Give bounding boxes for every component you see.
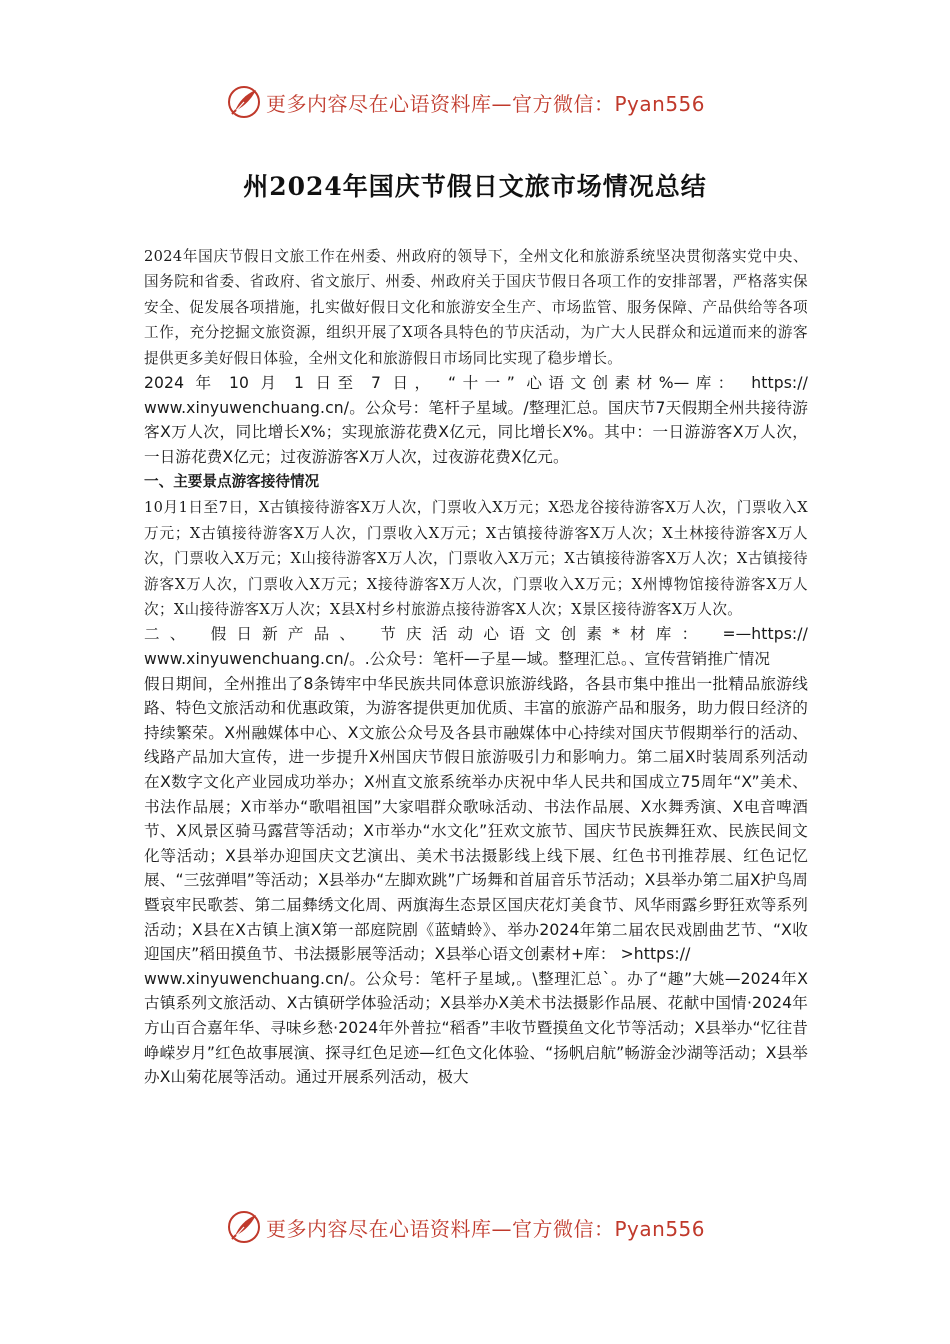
section-heading-2-cont: www.xinyuwenchuang.cn/。.公众号：笔杆—子星—域。整理汇总。、宣传营销推广情况	[144, 650, 771, 669]
watermark-text: 更多内容尽在心语资料库—官方微信：Pyan556	[266, 91, 706, 116]
scenic-spots-paragraph: 10月1日至7日，X古镇接待游客X万人次，门票收入X万元；X恐龙谷接待游客X万人次，门票收入X万元；X古镇接待游客X万人次，门票收入X万元；X古镇接待游客X万人次；X土林接待游客X万人次，门票收入X万元；X山接待游客X万人次，门票收入X万元；X古镇接待游客X万人次；X古镇接待游客X万人次，门票收入X万元；X接待游客X万人次，门票收入X万元；X州博物馆接待游客X万人次；X山接待游客X万人次；X县X村乡村旅游点接待游客X人次；X景区接待游客X万人次。	[144, 499, 808, 619]
watermark-banner-bottom	[0, 1207, 950, 1247]
watermark-banner-top	[0, 82, 950, 122]
watermark-text: 更多内容尽在心语资料库—官方微信：Pyan556	[266, 1216, 706, 1241]
overview-line: 2024 年 10 月 1 日至 7 日， “十一” 心语文创素材%—库： https://	[144, 374, 808, 393]
document-title: 州2024年国庆节假日文旅市场情况总结	[243, 171, 707, 201]
section-heading-2-line: 二、 假日新产品、 节庆活动心语文创素*材库： =—https://	[144, 625, 808, 644]
document-body	[144, 244, 808, 1090]
overview-paragraph: www.xinyuwenchuang.cn/。公众号：笔杆子星域。/整理汇总。国庆节7天假期全州共接待游客X万人次，同比增长X%；实现旅游花费X亿元，同比增长X%。其中：一日游游客X万人次，一日游花费X亿元；过夜游游客X万人次，过夜游花费X亿元。	[144, 398, 808, 466]
activities-paragraph: 假日期间，全州推出了8条铸牢中华民族共同体意识旅游线路，各县市集中推出一批精品旅游线路、特色文旅活动和优惠政策，为游客提供更加优质、丰富的旅游产品和服务，助力假日经济的持续繁荣。X州融媒体中心、X文旅公众号及各县市融媒体中心持续对国庆节假期举行的活动、线路产品加大宣传，进一步提升X州国庆节假日旅游吸引力和影响力。第二届X时装周系列活动在X数字文化产业园成功举办；X州直文旅系统举办庆祝中华人民共和国成立75周年“X”美术、书法作品展；X市举办“歌唱祖国”大家唱群众歌咏活动、书法作品展、X水舞秀演、X电音啤酒节、X风景区骑马露营等活动；X市举办“水文化”狂欢文旅节、国庆节民族舞狂欢、民族民间文化等活动；X县举办迎国庆文艺演出、美术书法摄影线上线下展、红色书刊推荐展、红色记忆展、“三弦弹唱”等活动；X县举办“左脚欢跳”广场舞和首届音乐节活动；X县举办第二届X护鸟周暨哀牢民歌荟、第二届彝绣文化周、两旗海生态景区国庆花灯美食节、风华雨露乡野狂欢等系列活动；X县在X古镇上演X第一部庭院剧《蓝蜻蛉》、举办2024年第二届农民戏剧曲艺节、“X收迎国庆”稻田摸鱼节、书法摄影展等活动；X县举心语文创素材+库： >https://	[144, 674, 808, 964]
activities-paragraph-cont: www.xinyuwenchuang.cn/。公众号：笔杆子星域,。\整理汇总`。办了“趣”大姚—2024年X古镇系列文旅活动、X古镇研学体验活动；X县举办X美术书法摄影作品展、花献中国情·2024年方山百合嘉年华、寻味乡愁·2024年外普拉“稻香”丰收节暨摸鱼文化节等活动；X县举办“忆往昔峥嵘岁月”红色故事展演、探寻红色足迹—红色文化体验、“扬帆启航”畅游金沙湖等活动；X县举办X山菊花展等活动。通过开展系列活动，极大	[144, 969, 808, 1087]
feather-pen-icon	[226, 84, 262, 120]
feather-pen-icon	[226, 1209, 262, 1245]
section-heading-1: 一、主要景点游客接待情况	[144, 473, 320, 491]
intro-paragraph: 2024年国庆节假日文旅工作在州委、州政府的领导下，全州文化和旅游系统坚决贯彻落实党中央、国务院和省委、省政府、省文旅厅、州委、州政府关于国庆节假日各项工作的安排部署，严格落实保安全、促发展各项措施，扎实做好假日文化和旅游安全生产、市场监管、服务保障、产品供给等各项工作，充分挖掘文旅资源，组织开展了X项各具特色的节庆活动，为广大人民群众和远道而来的游客提供更多美好假日体验，全州文化和旅游假日市场同比实现了稳步增长。	[144, 248, 808, 367]
